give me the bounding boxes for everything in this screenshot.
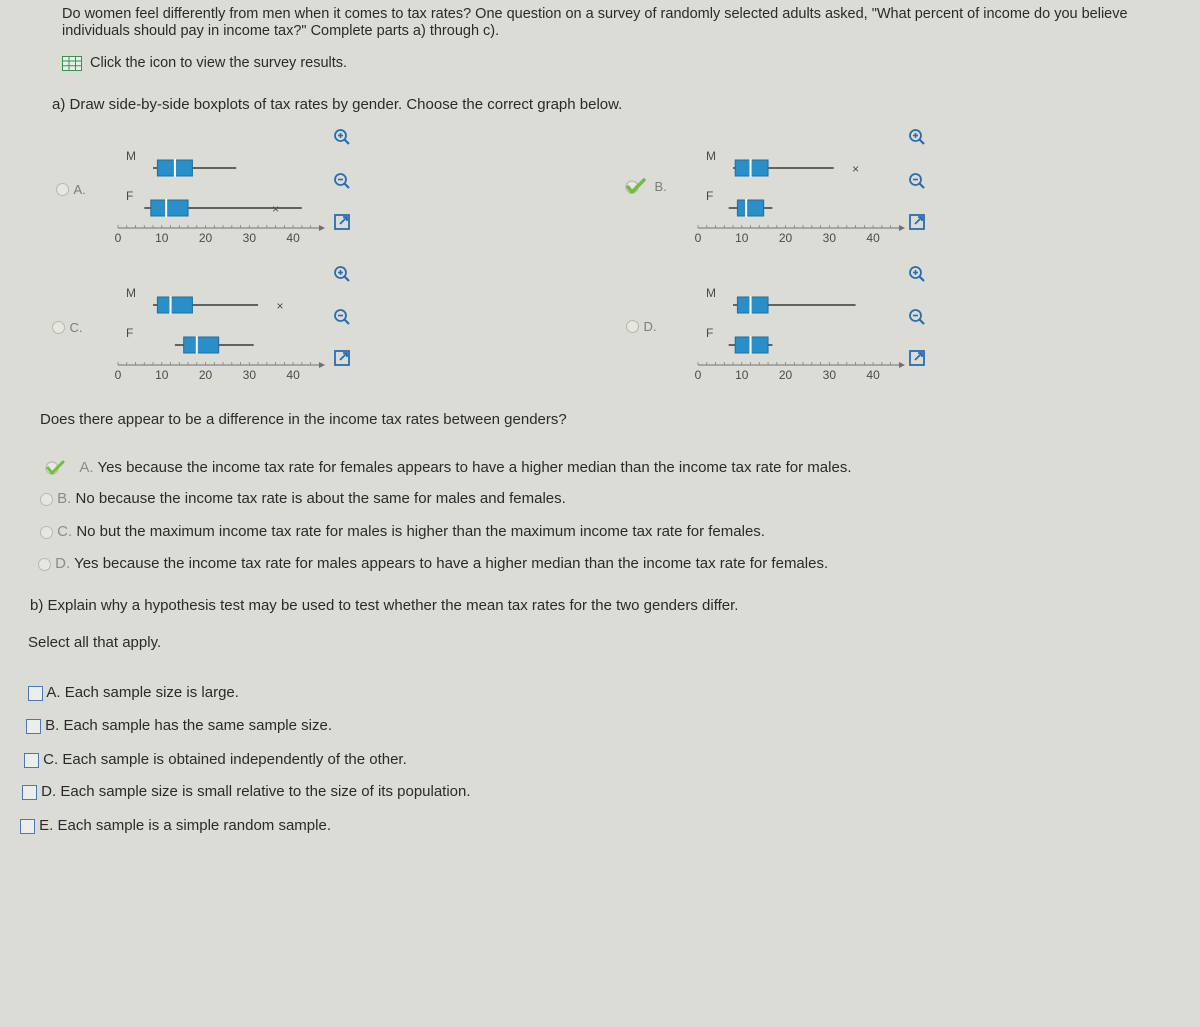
zoom-in-icon[interactable] [908, 265, 926, 283]
group-label-m: M [706, 148, 716, 163]
tick-label: 30 [242, 231, 257, 245]
graph-option-a-label: A. [73, 182, 86, 197]
choice-c-letter: C. [43, 751, 59, 768]
boxplot-option-b [690, 148, 905, 248]
tick-label: 0 [694, 231, 702, 245]
survey-results-link[interactable] [62, 55, 347, 71]
radio-c[interactable] [52, 321, 65, 334]
survey-results-link-text[interactable]: Click the icon to view the survey results. [90, 55, 348, 71]
graph-option-b[interactable] [622, 178, 667, 196]
boxplot-option-a [110, 148, 325, 248]
tick-label: 20 [778, 368, 793, 382]
tick-label: 30 [822, 231, 837, 245]
expand-icon[interactable] [333, 349, 351, 367]
answer-a[interactable] [44, 459, 851, 476]
group-label-f: F [126, 188, 134, 203]
axis-arrow [319, 362, 325, 368]
table-icon[interactable] [62, 56, 82, 71]
tick-label: 0 [114, 231, 122, 245]
group-label-m: M [126, 148, 136, 163]
choice-d-letter: D. [41, 783, 57, 800]
answer-b-letter: B. [57, 490, 72, 507]
tick-label: 10 [735, 231, 749, 245]
tick-label: 10 [735, 368, 749, 382]
choice-a-letter: A. [46, 684, 61, 701]
checkbox-b[interactable] [26, 719, 41, 734]
box [151, 200, 188, 216]
box [157, 297, 192, 313]
graph-option-c[interactable] [52, 319, 82, 337]
answer-c-letter: C. [57, 523, 73, 540]
answer-a-text: Yes because the income tax rate for females appears to have a higher median than the income tax rate for males. [97, 459, 852, 476]
choice-c-text: Each sample is obtained independently of the other. [62, 751, 407, 768]
outlier-mark: × [276, 299, 284, 313]
axis-arrow [899, 225, 905, 231]
answer-b-text: No because the income tax rate is about the same for males and females. [75, 490, 566, 507]
box [184, 337, 219, 353]
choice-c[interactable] [24, 751, 407, 768]
zoom-out-icon[interactable] [333, 308, 351, 326]
tick-label: 40 [286, 231, 300, 245]
box [737, 297, 768, 313]
answer-d[interactable] [38, 555, 828, 572]
answer-a-letter: A. [79, 459, 94, 476]
graph-option-b-label: B. [654, 179, 667, 195]
answer-d-letter: D. [55, 555, 71, 572]
tick-label: 40 [866, 231, 880, 245]
part-a-prompt: a) Draw side-by-side boxplots of tax rates by gender. Choose the correct graph below. [52, 96, 623, 113]
choice-a-text: Each sample size is large. [64, 684, 239, 701]
zoom-in-icon[interactable] [908, 128, 926, 146]
tick-label: 20 [198, 368, 213, 382]
choice-e[interactable] [20, 817, 331, 834]
group-label-f: F [126, 325, 134, 340]
tick-label: 40 [286, 368, 300, 382]
answer-b-radio[interactable] [40, 493, 53, 506]
choice-b[interactable] [26, 717, 332, 734]
answer-b[interactable] [40, 490, 566, 507]
checkbox-a[interactable] [28, 686, 43, 701]
choice-e-letter: E. [39, 817, 54, 834]
radio-d[interactable] [626, 320, 639, 333]
tick-label: 0 [694, 368, 702, 382]
choice-e-text: Each sample is a simple random sample. [57, 817, 331, 834]
answer-c-text: No but the maximum income tax rate for males is higher than the maximum income tax rate for females. [76, 523, 765, 540]
part-b-prompt: b) Explain why a hypothesis test may be used to test whether the mean tax rates for the two genders differ. [30, 597, 739, 614]
answer-c[interactable] [40, 523, 765, 540]
zoom-in-icon[interactable] [333, 265, 351, 283]
graph-option-a[interactable] [56, 181, 86, 199]
expand-icon[interactable] [908, 213, 926, 231]
zoom-out-icon[interactable] [908, 172, 926, 190]
choice-a[interactable] [28, 684, 239, 701]
group-label-f: F [706, 325, 714, 340]
graph-option-d-label: D. [643, 319, 657, 334]
tick-label: 30 [822, 368, 837, 382]
tick-label: 0 [114, 368, 122, 382]
group-label-m: M [126, 285, 136, 300]
selected-check-icon [44, 460, 76, 476]
graph-option-c-label: C. [69, 320, 83, 335]
axis-arrow [899, 362, 905, 368]
question-intro: Do women feel differently from men when it comes to tax rates? One question on a survey of randomly selected adults asked, "What percent of income do you believe individuals should pay in income tax?" Complete parts a) through c). [62, 6, 1128, 39]
graph-option-d[interactable] [626, 318, 656, 336]
tick-label: 40 [866, 368, 880, 382]
boxplot-option-d [690, 285, 905, 385]
choice-b-text: Each sample has the same sample size. [63, 717, 332, 734]
axis-arrow [319, 225, 325, 231]
boxplot-option-c [110, 285, 325, 385]
tick-label: 10 [155, 231, 169, 245]
expand-icon[interactable] [333, 213, 351, 231]
box [735, 160, 768, 176]
expand-icon[interactable] [908, 349, 926, 367]
zoom-in-icon[interactable] [333, 128, 351, 146]
choice-b-letter: B. [45, 717, 60, 734]
select-all-instruction: Select all that apply. [28, 634, 162, 651]
outlier-mark: × [272, 202, 280, 216]
checkbox-e[interactable] [20, 819, 35, 834]
checkbox-d[interactable] [22, 785, 37, 800]
zoom-out-icon[interactable] [908, 308, 926, 326]
group-label-m: M [706, 285, 716, 300]
choice-d[interactable] [22, 783, 471, 800]
zoom-out-icon[interactable] [333, 172, 351, 190]
correct-check-icon [622, 178, 650, 196]
checkbox-c[interactable] [24, 753, 39, 768]
radio-a[interactable] [56, 183, 69, 196]
tick-label: 20 [778, 231, 793, 245]
outlier-mark: × [852, 162, 860, 176]
tick-label: 20 [198, 231, 213, 245]
tick-label: 30 [242, 368, 257, 382]
answer-c-radio[interactable] [40, 526, 53, 539]
choice-d-text: Each sample size is small relative to the size of its population. [60, 783, 471, 800]
answer-d-text: Yes because the income tax rate for males appears to have a higher median than the income tax rate for females. [74, 555, 829, 572]
tick-label: 10 [155, 368, 169, 382]
box [737, 200, 763, 216]
box [735, 337, 768, 353]
difference-question: Does there appear to be a difference in the income tax rates between genders? [40, 411, 567, 428]
answer-d-radio[interactable] [38, 558, 51, 571]
group-label-f: F [706, 188, 714, 203]
